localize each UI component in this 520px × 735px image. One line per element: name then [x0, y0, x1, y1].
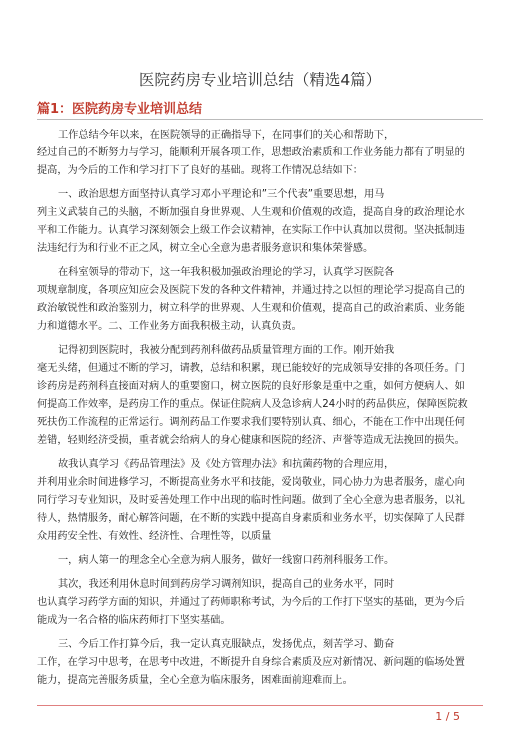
text-line: 毫无头绪，但通过不断的学习，请教，总结和积累，现已能较好的完成领导安排的各项任务。门 — [37, 363, 465, 374]
text-line: 并利用业余时间进修学习，不断提高业务水平和技能，爱岗敬业，同心协力为患者服务，虚心向 — [37, 477, 465, 488]
page-title: 医院药房专业培训总结（精选4篇） — [138, 71, 382, 89]
text-line: 能力，提高完善服务质量，全心全意为临床服务，困难面前迎难而上。 — [37, 675, 353, 686]
text-line: 力和道德水平。二、工作业务方面我积极主动，认真负责。 — [37, 321, 302, 332]
text-line: 记得初到医院时，我被分配到药剂科做药品质量管理方面的工作。刚开始我 — [58, 345, 395, 356]
text-line: 在科室领导的带动下，这一年我积极加强政治理论的学习，认真学习医院各 — [58, 267, 395, 278]
footer-divider — [37, 705, 483, 706]
text-line: 死扶伤工作流程的正常运行。调剂药品工作要求我们要特别认真、细心，不能在工作中出现任何 — [37, 417, 465, 428]
text-line: 其次，我还利用休息时间到药房学习调剂知识，提高自己的业务水平，同时 — [58, 579, 395, 590]
text-line: 项规章制度，各项应知应会及医院下发的各种文件精神，并通过持之以恒的理论学习提高自己的 — [37, 285, 465, 296]
text-line: 工作总结今年以来，在医院领导的正确指导下，在同事们的关心和帮助下， — [58, 130, 395, 141]
section-heading: 篇1：医院药房专业培训总结 — [37, 102, 203, 117]
text-line: 工作，在学习中思考，在思考中改进，不断提升自身综合素质及应对新情况、新问题的临场处置 — [37, 657, 465, 668]
heading-divider — [37, 119, 483, 120]
text-line: 众用药安全性、有效性、经济性、合理性等，以质量 — [37, 531, 272, 542]
text-line: 待人，热情服务，耐心解答问题，在不断的实践中提高自身素质和业务水平，切实保障了人民群 — [37, 513, 465, 524]
text-line: 经过自己的不断努力与学习，能顺利开展各项工作，思想政治素质和工作业务能力都有了明显的 — [37, 147, 465, 158]
text-line: 能成为一名合格的临床药师打下坚实基础。 — [37, 615, 231, 626]
text-line: 政治敏锐性和政治鉴别力，树立科学的世界观、人生观和价值观，提高自己的政治素质、业务能 — [37, 303, 465, 314]
text-line: 故我认真学习《药品管理法》及《处方管理办法》和抗菌药物的合理应用， — [58, 459, 395, 470]
text-line: 平和工作能力。认真学习深刻领会上级工作会议精神，在实际工作中认真加以贯彻。坚决抵制违 — [37, 225, 465, 236]
text-line: 提高，为今后的工作和学习打下了良好的基础。现将工作情况总结如下： — [37, 165, 363, 176]
text-line: 诊药房是药剂科直接面对病人的重要窗口，树立医院的良好形象是重中之重，如何方便病人、如 — [37, 381, 465, 392]
text-line: 同行学习专业知识，及时妥善处理工作中出现的临时性问题。做到了全心全意为患者服务，以礼 — [37, 495, 465, 506]
text-line: 何提高工作效率，是药房工作的重点。保证住院病人及急诊病人24小时的药品供应，保障医院救 — [37, 399, 468, 410]
text-line: 列主义武装自己的头脑，不断加强自身世界观、人生观和价值观的改造，提高自身的政治理论水 — [37, 207, 465, 218]
text-line: 也认真学习药学方面的知识，并通过了药师职称考试，为今后的工作打下坚实的基础，更为今后 — [37, 597, 465, 608]
text-line: 差错，轻则经济受损，重者就会给病人的身心健康和医院的经济、声誉等造成无法挽回的损失。 — [37, 435, 465, 446]
text-line: 三、今后工作打算今后，我一定认真克服缺点，发扬优点，刻苦学习、勤奋 — [58, 639, 395, 650]
text-line: 一、政治思想方面坚持认真学习邓小平理论和”三个代表”重要思想，用马 — [58, 189, 385, 200]
text-line: 法违纪行为和行业不正之风，树立全心全意为患者服务意识和集体荣誉感。 — [37, 243, 374, 254]
text-line: 一，病人第一的理念全心全意为病人服务，做好一线窗口药剂科服务工作。 — [58, 555, 395, 566]
page-number: 1 / 5 — [435, 710, 460, 723]
